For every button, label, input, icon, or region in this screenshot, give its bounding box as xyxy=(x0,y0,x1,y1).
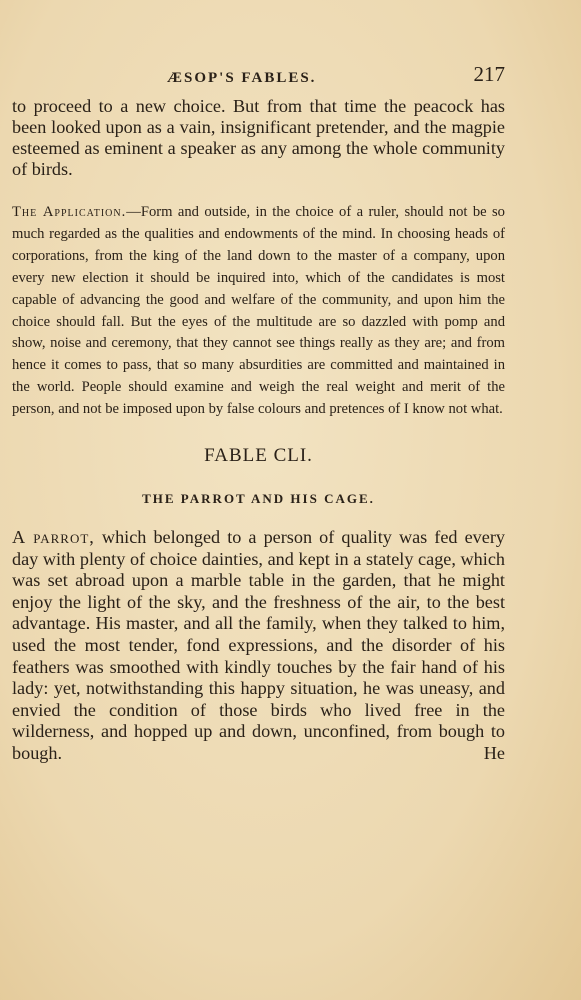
application-label: The Application. xyxy=(12,204,127,220)
application-paragraph xyxy=(12,202,505,421)
fable-opening: A parrot, xyxy=(12,527,95,548)
fable-number: FABLE CLI. xyxy=(204,445,313,467)
paragraph-continuation: to proceed to a new choice. But from that time the peacock has been looked upon as a vain, insignificant pretender, and the magpie esteemed as eminent a speaker as any among the whole community of birds. xyxy=(12,96,505,179)
fable-title: THE PARROT AND HIS CAGE. xyxy=(142,491,375,507)
application-text: —Form and outside, in the choice of a ruler, should not be so much regarded as the qualities and endowments of the mind. In choosing heads of corporations, from the king of the land down to the master of a company, upon every new election it should be inquired into, which of the candidates is most capable of advancing the good and welfare of the community, and upon him the choice should fall. But the eyes of the multitude are so dazzled with pomp and show, noise and ceremony, that they cannot see things really as they are; and from hence it comes to pass, that so many absurdities are committed and maintained in the world. People should examine and weigh the real weight and merit of the person, and not be imposed upon by false colours and pretences of I know not what. xyxy=(12,204,505,418)
running-title: ÆSOP'S FABLES. xyxy=(167,70,317,86)
fable-body: which belonged to a person of quality was fed every day with plenty of choice dainties, and kept in a stately cage, which was set abroad upon a marble table in the garden, that he might enjoy the light of the sky, and the freshness of the air, to the best advantage. His master, and all the family, when they talked to him, used the most tender, fond expressions, and the disorder of his feathers was smoothed with kindly touches by the fair hand of his lady: yet, notwithstanding this happy situation, he was uneasy, and envied the condition of those birds who lived free in the wilderness, and hopped up and down, unconfined, from bough to bough. He xyxy=(12,527,505,763)
page-number: 217 xyxy=(473,62,505,86)
running-head xyxy=(12,62,505,96)
fable-text xyxy=(12,527,505,765)
